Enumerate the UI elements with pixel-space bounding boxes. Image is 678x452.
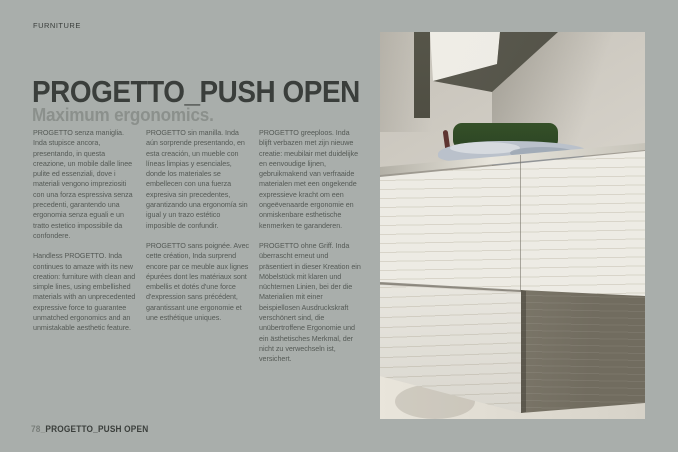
wall-cabinet-side-strip [414,32,430,118]
text-columns [33,128,368,375]
column-spanish-french [146,128,250,375]
page-subtitle: Maximum ergonomics. [32,105,214,125]
paragraph-english: Handless PROGETTO. Inda continues to amaze with its new creation: furniture with clean and simple lines, using embellished materials with an unprecedented expressive force to guarantee unmatched ergonomics and an unmistakable aesthetic feature. [33,251,136,333]
footer-title: PROGETTO_PUSH OPEN [45,424,149,434]
page-title: PROGETTO_PUSH OPEN [32,74,360,109]
drawer-seam-vertical [520,155,521,291]
paragraph-french: PROGETTO sans poignée. Avec cette création, Inda surprend encore par ce meuble aux lignes épurées dont les matériaux sont embellis et dotés d'une force d'expression sans précédent, garantissant une ergonomie et une esthétique uniques. [146,240,250,323]
footer-page-number: 78_ [31,424,46,434]
paragraph-dutch: PROGETTO greeploos. Inda blijft verbazen met zijn nieuwe creatie: meubilair met duidelijke en eenvoudige lijnen, gebruikmakend van verfraaide materialen met een ongekende expressieve kracht om een ongeëvenaarde ergonomie en onmiskenbare esthetische kenmerken te garanderen. [259,128,359,230]
paragraph-italian: PROGETTO senza maniglia. Inda stupisce ancora, presentando, in questa creazione, un mobile dalle linee pulite ed essenziali, dove i materiali vengono impreziositi con una forza espressiva senza precedenti, garantendo una ergonomia senza eguali e un tratto estetico impossibile da confondere. [33,128,133,240]
paragraph-german: PROGETTO ohne Griff. Inda überrascht erneut und präsentiert in dieser Kreation ein Möbelstück mit klaren und nüchternen Linien, bei der die Materialien mit einer beispiellosen Ausdruckskraft verschönert sind, die unübertroffene Ergonomie und ein ästhetisches Merkmal, der nicht zu verwechseln ist, versichert. [259,240,361,364]
column-dutch-german [259,128,363,375]
footer [31,424,148,434]
paragraph-spanish: PROGETTO sin manilla. Inda aún sorprende presentando, en esta creación, un mueble con líneas limpias y esenciales, donde los materiales se embellecen con una fuerza expresiva sin precedentes, garantizando una ergonomía sin igual y un trazo estético imposible de confundir. [146,128,248,230]
product-photo [380,32,645,419]
column-italian-english [33,128,137,375]
category-label: FURNITURE [33,21,81,30]
